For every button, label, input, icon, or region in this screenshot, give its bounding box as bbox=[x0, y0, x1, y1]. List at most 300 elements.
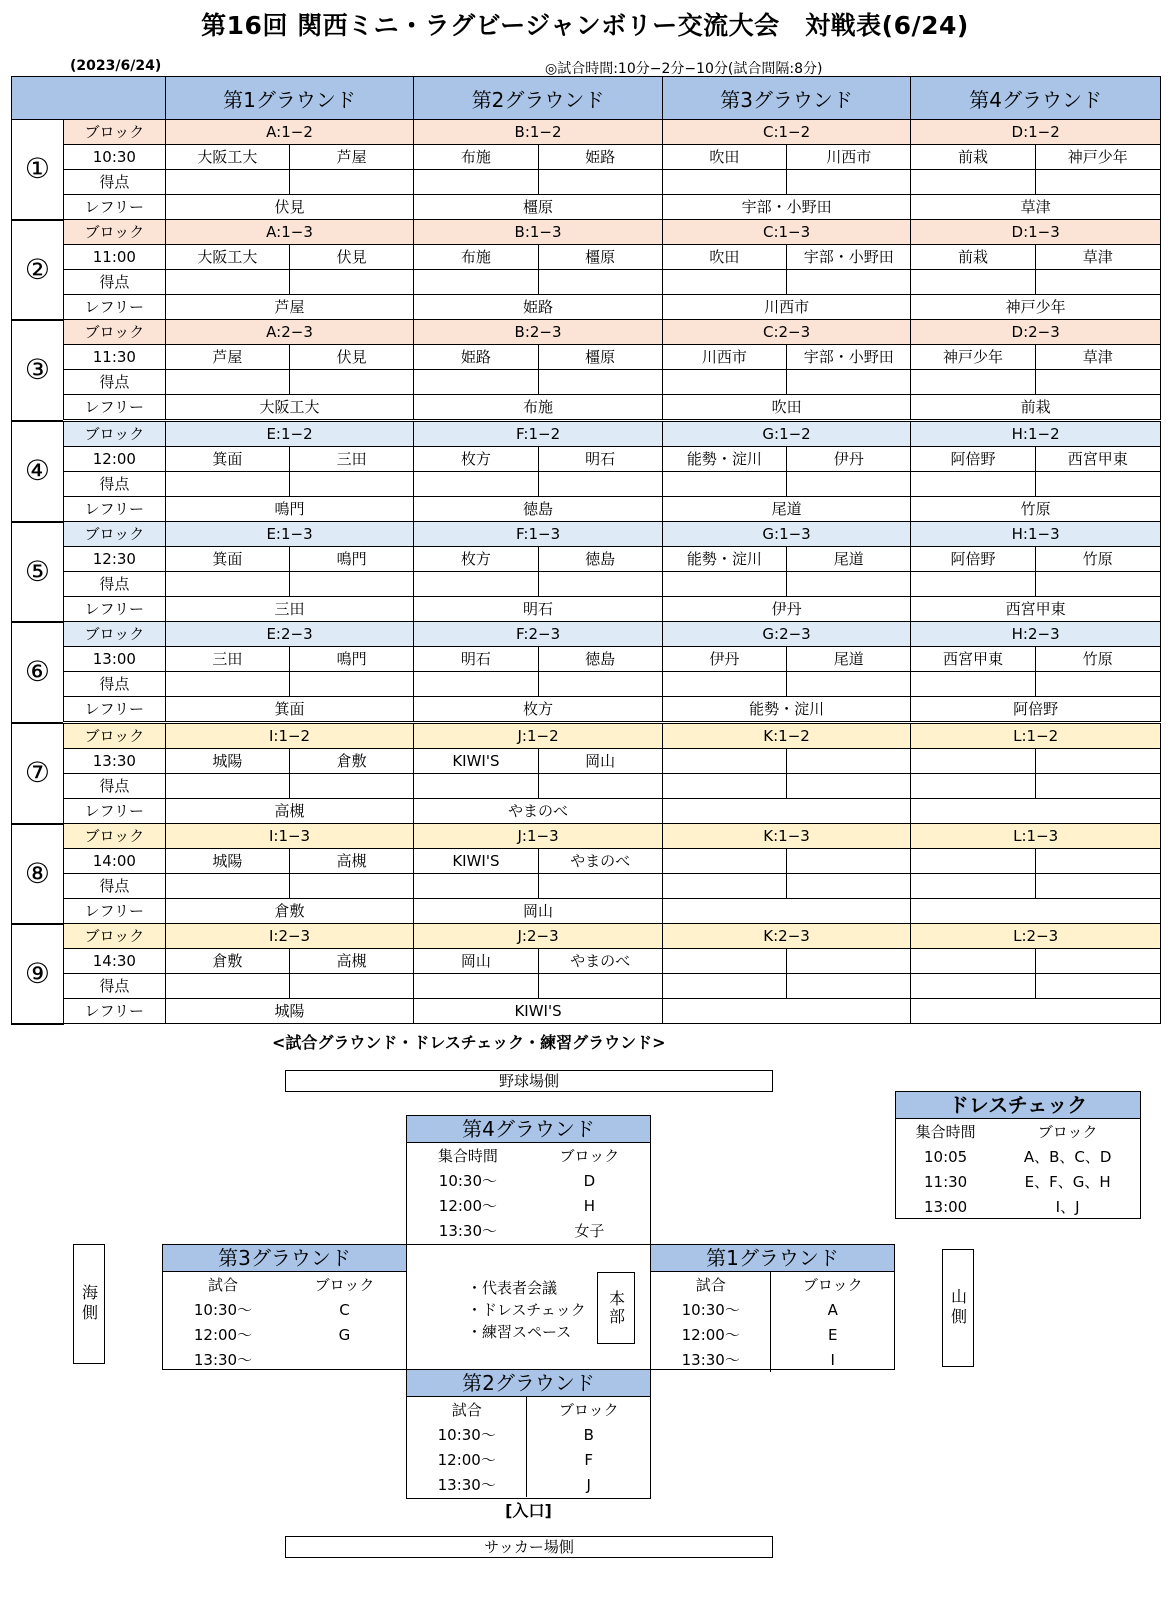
block-label: ブロック bbox=[63, 522, 165, 547]
team-cell: 伏見 bbox=[290, 345, 414, 370]
score-cell bbox=[787, 874, 911, 899]
center-area bbox=[406, 1244, 651, 1370]
score-cell bbox=[290, 472, 414, 497]
team-cell: 明石 bbox=[538, 447, 662, 472]
match-row bbox=[12, 145, 1161, 170]
match-row bbox=[12, 547, 1161, 572]
team-cell bbox=[787, 949, 911, 974]
block-row bbox=[12, 220, 1161, 245]
score-label: 得点 bbox=[63, 572, 165, 597]
center-item: ・代表者会議 bbox=[467, 1279, 558, 1297]
score-label: 得点 bbox=[63, 370, 165, 395]
ground4-title: 第4グラウンド bbox=[407, 1116, 650, 1143]
team-cell: 鳴門 bbox=[290, 647, 414, 672]
score-cell bbox=[414, 672, 538, 697]
ground3-header: 試合 bbox=[207, 1276, 238, 1294]
referee-label: レフリー bbox=[63, 597, 165, 622]
ground2-cell: B bbox=[527, 1422, 650, 1447]
team-cell: 竹原 bbox=[1035, 547, 1160, 572]
referee-cell: 竹原 bbox=[911, 497, 1161, 522]
block-label: ブロック bbox=[63, 723, 165, 749]
dress-check-box bbox=[895, 1091, 1141, 1219]
score-cell bbox=[662, 270, 786, 295]
block-cell: A:1−2 bbox=[165, 120, 414, 145]
score-cell bbox=[1035, 370, 1160, 395]
block-cell: L:1−2 bbox=[911, 723, 1161, 749]
team-cell: 大阪工大 bbox=[165, 245, 289, 270]
team-cell bbox=[662, 749, 786, 774]
team-cell: 草津 bbox=[1035, 345, 1160, 370]
block-cell: E:2−3 bbox=[165, 622, 414, 647]
dress-check-cell: A、B、C、D bbox=[1023, 1148, 1112, 1166]
score-cell bbox=[1035, 974, 1160, 999]
team-cell: 高槻 bbox=[290, 949, 414, 974]
referee-cell bbox=[662, 799, 911, 824]
team-cell bbox=[911, 949, 1035, 974]
block-cell: E:1−3 bbox=[165, 522, 414, 547]
referee-cell bbox=[911, 899, 1161, 924]
referee-row bbox=[12, 697, 1161, 723]
referee-cell: 西宮甲東 bbox=[911, 597, 1161, 622]
ground3-title: 第3グラウンド bbox=[163, 1245, 406, 1272]
match-row bbox=[12, 447, 1161, 472]
ground4-cell: 13:30〜 bbox=[438, 1222, 498, 1240]
ground1-box bbox=[650, 1244, 895, 1370]
block-row bbox=[12, 320, 1161, 345]
ground-header: 第4グラウンド bbox=[911, 77, 1161, 120]
score-cell bbox=[165, 370, 289, 395]
team-cell bbox=[1035, 849, 1160, 874]
block-row bbox=[12, 522, 1161, 547]
block-row bbox=[12, 924, 1161, 949]
ground3-cell: 10:30〜 bbox=[193, 1301, 253, 1319]
score-cell bbox=[538, 672, 662, 697]
ground2-header: ブロック bbox=[527, 1397, 650, 1422]
block-label: ブロック bbox=[63, 824, 165, 849]
match-time: 10:30 bbox=[63, 145, 165, 170]
team-cell: 伊丹 bbox=[787, 447, 911, 472]
score-row bbox=[12, 270, 1161, 295]
ground1-cell: E bbox=[771, 1322, 894, 1347]
block-cell: J:2−3 bbox=[414, 924, 663, 949]
score-cell bbox=[911, 370, 1035, 395]
referee-cell: 前栽 bbox=[911, 395, 1161, 421]
score-cell bbox=[1035, 170, 1160, 195]
block-cell: I:1−3 bbox=[165, 824, 414, 849]
block-cell: D:2−3 bbox=[911, 320, 1161, 345]
team-cell: KIWI'S bbox=[414, 849, 538, 874]
ground1-table bbox=[651, 1272, 894, 1372]
block-row bbox=[12, 421, 1161, 447]
score-cell bbox=[290, 270, 414, 295]
team-cell: 伊丹 bbox=[662, 647, 786, 672]
score-cell bbox=[1035, 874, 1160, 899]
referee-label: レフリー bbox=[63, 899, 165, 924]
ground3-cell: G bbox=[338, 1325, 351, 1344]
ground-header-row bbox=[12, 77, 1161, 120]
score-label: 得点 bbox=[63, 672, 165, 697]
score-cell bbox=[1035, 270, 1160, 295]
score-cell bbox=[414, 572, 538, 597]
match-row bbox=[12, 245, 1161, 270]
team-cell: 三田 bbox=[290, 447, 414, 472]
entrance-label: [入口] bbox=[505, 1501, 552, 1520]
team-cell: 倉敷 bbox=[290, 749, 414, 774]
referee-row bbox=[12, 395, 1161, 421]
score-cell bbox=[538, 270, 662, 295]
team-cell bbox=[787, 749, 911, 774]
ground-header: 第2グラウンド bbox=[414, 77, 663, 120]
team-cell: 西宮甲東 bbox=[911, 647, 1035, 672]
score-cell bbox=[538, 974, 662, 999]
score-cell bbox=[165, 774, 289, 799]
ground3-table bbox=[163, 1272, 406, 1372]
team-cell: KIWI'S bbox=[414, 749, 538, 774]
team-cell: 伏見 bbox=[290, 245, 414, 270]
block-cell: F:1−3 bbox=[414, 522, 663, 547]
score-label: 得点 bbox=[63, 874, 165, 899]
referee-cell: 吹田 bbox=[662, 395, 911, 421]
match-row bbox=[12, 345, 1161, 370]
block-cell: E:1−2 bbox=[165, 421, 414, 447]
ground1-cell: 13:30〜 bbox=[681, 1351, 740, 1369]
score-cell bbox=[165, 672, 289, 697]
team-cell: 城陽 bbox=[165, 849, 289, 874]
ground4-table bbox=[407, 1143, 650, 1243]
score-cell bbox=[787, 572, 911, 597]
team-cell bbox=[1035, 949, 1160, 974]
ground3-box bbox=[162, 1244, 407, 1370]
referee-label: レフリー bbox=[63, 697, 165, 723]
team-cell: 鳴門 bbox=[290, 547, 414, 572]
ground-header: 第3グラウンド bbox=[662, 77, 911, 120]
score-cell bbox=[662, 572, 786, 597]
ground3-cell bbox=[283, 1347, 406, 1372]
score-cell bbox=[787, 472, 911, 497]
referee-row bbox=[12, 497, 1161, 522]
center-item: ・練習スペース bbox=[467, 1323, 572, 1341]
referee-cell: 布施 bbox=[414, 395, 663, 421]
round-number: ④ bbox=[12, 421, 64, 522]
ground2-cell: 10:30〜 bbox=[437, 1426, 496, 1444]
dress-check-table bbox=[896, 1119, 1140, 1219]
ground2-title: 第2グラウンド bbox=[407, 1370, 650, 1397]
match-time: 12:30 bbox=[63, 547, 165, 572]
block-cell: I:1−2 bbox=[165, 723, 414, 749]
score-cell bbox=[165, 472, 289, 497]
score-cell bbox=[414, 270, 538, 295]
block-cell: K:2−3 bbox=[662, 924, 911, 949]
referee-label: レフリー bbox=[63, 295, 165, 320]
score-cell bbox=[787, 170, 911, 195]
team-cell: 橿原 bbox=[538, 345, 662, 370]
block-cell: L:1−3 bbox=[911, 824, 1161, 849]
team-cell bbox=[911, 749, 1035, 774]
schedule-table bbox=[11, 76, 1161, 1025]
team-cell: 岡山 bbox=[414, 949, 538, 974]
block-cell: F:2−3 bbox=[414, 622, 663, 647]
round-number: ⑦ bbox=[12, 723, 64, 824]
referee-cell: 徳島 bbox=[414, 497, 663, 522]
ground1-title: 第1グラウンド bbox=[651, 1245, 894, 1272]
block-cell: B:1−3 bbox=[414, 220, 663, 245]
referee-cell: 神戸少年 bbox=[911, 295, 1161, 320]
score-cell bbox=[414, 774, 538, 799]
referee-cell: 大阪工大 bbox=[165, 395, 414, 421]
score-cell bbox=[538, 572, 662, 597]
score-cell bbox=[911, 774, 1035, 799]
ground1-header: ブロック bbox=[771, 1272, 894, 1297]
ground4-cell: H bbox=[583, 1196, 596, 1215]
score-cell bbox=[290, 370, 414, 395]
headquarters-label: 本部 bbox=[597, 1272, 635, 1344]
block-cell: J:1−2 bbox=[414, 723, 663, 749]
round-number: ⑤ bbox=[12, 522, 64, 622]
team-cell bbox=[1035, 749, 1160, 774]
score-row bbox=[12, 774, 1161, 799]
team-cell: 能勢・淀川 bbox=[662, 547, 786, 572]
block-cell: G:1−2 bbox=[662, 421, 911, 447]
score-cell bbox=[662, 472, 786, 497]
score-row bbox=[12, 170, 1161, 195]
team-cell bbox=[911, 849, 1035, 874]
block-cell: B:2−3 bbox=[414, 320, 663, 345]
mountain-side-label: 山側 bbox=[942, 1249, 974, 1367]
referee-cell: 三田 bbox=[165, 597, 414, 622]
score-cell bbox=[911, 974, 1035, 999]
block-cell: H:1−3 bbox=[911, 522, 1161, 547]
match-time: 14:00 bbox=[63, 849, 165, 874]
score-label: 得点 bbox=[63, 472, 165, 497]
team-cell: 能勢・淀川 bbox=[662, 447, 786, 472]
team-cell: 徳島 bbox=[538, 647, 662, 672]
block-label: ブロック bbox=[63, 320, 165, 345]
team-cell: 西宮甲東 bbox=[1035, 447, 1160, 472]
ground2-cell: 13:30〜 bbox=[437, 1476, 496, 1494]
team-cell: 布施 bbox=[414, 245, 538, 270]
referee-label: レフリー bbox=[63, 799, 165, 824]
score-row bbox=[12, 370, 1161, 395]
team-cell: 神戸少年 bbox=[911, 345, 1035, 370]
dress-check-title: ドレスチェック bbox=[896, 1092, 1140, 1119]
referee-cell: 能勢・淀川 bbox=[662, 697, 911, 723]
team-cell: 岡山 bbox=[538, 749, 662, 774]
match-time: 12:00 bbox=[63, 447, 165, 472]
score-cell bbox=[662, 774, 786, 799]
score-cell bbox=[165, 270, 289, 295]
score-label: 得点 bbox=[63, 270, 165, 295]
referee-cell: 姫路 bbox=[414, 295, 663, 320]
referee-cell: 枚方 bbox=[414, 697, 663, 723]
referee-cell bbox=[662, 999, 911, 1024]
referee-cell bbox=[662, 899, 911, 924]
score-cell bbox=[538, 170, 662, 195]
block-row bbox=[12, 622, 1161, 647]
score-label: 得点 bbox=[63, 974, 165, 999]
ground4-header: ブロック bbox=[559, 1147, 620, 1165]
block-label: ブロック bbox=[63, 120, 165, 145]
referee-label: レフリー bbox=[63, 395, 165, 421]
team-cell: やまのべ bbox=[538, 949, 662, 974]
team-cell: 橿原 bbox=[538, 245, 662, 270]
score-cell bbox=[662, 170, 786, 195]
sea-side-label: 海側 bbox=[73, 1244, 105, 1364]
ground2-table bbox=[407, 1397, 650, 1497]
referee-cell bbox=[911, 999, 1161, 1024]
score-cell bbox=[538, 472, 662, 497]
dress-check-cell: I、J bbox=[1055, 1198, 1080, 1216]
match-row bbox=[12, 647, 1161, 672]
match-time: 13:00 bbox=[63, 647, 165, 672]
score-cell bbox=[787, 370, 911, 395]
referee-cell: 伏見 bbox=[165, 195, 414, 220]
referee-cell: 宇部・小野田 bbox=[662, 195, 911, 220]
score-cell bbox=[290, 874, 414, 899]
block-row bbox=[12, 120, 1161, 145]
referee-cell: KIWI'S bbox=[414, 999, 663, 1024]
score-cell bbox=[414, 874, 538, 899]
score-cell bbox=[787, 672, 911, 697]
round-number: ② bbox=[12, 220, 64, 320]
team-cell: 箕面 bbox=[165, 547, 289, 572]
block-cell: C:2−3 bbox=[662, 320, 911, 345]
team-cell bbox=[662, 849, 786, 874]
team-cell: 前栽 bbox=[911, 245, 1035, 270]
score-row bbox=[12, 974, 1161, 999]
team-cell: 徳島 bbox=[538, 547, 662, 572]
score-label: 得点 bbox=[63, 170, 165, 195]
block-cell: D:1−3 bbox=[911, 220, 1161, 245]
block-label: ブロック bbox=[63, 622, 165, 647]
team-cell: 前栽 bbox=[911, 145, 1035, 170]
team-cell bbox=[787, 849, 911, 874]
ground3-cell: 13:30〜 bbox=[193, 1351, 253, 1369]
score-row bbox=[12, 572, 1161, 597]
round-number: ③ bbox=[12, 320, 64, 421]
soccer-field-side: サッカー場側 bbox=[285, 1536, 773, 1558]
block-cell: A:2−3 bbox=[165, 320, 414, 345]
team-cell: 姫路 bbox=[414, 345, 538, 370]
team-cell: 枚方 bbox=[414, 547, 538, 572]
block-cell: L:2−3 bbox=[911, 924, 1161, 949]
ground2-box bbox=[406, 1369, 651, 1499]
score-cell bbox=[911, 270, 1035, 295]
block-label: ブロック bbox=[63, 924, 165, 949]
score-cell bbox=[290, 572, 414, 597]
score-cell bbox=[911, 472, 1035, 497]
score-cell bbox=[165, 974, 289, 999]
score-row bbox=[12, 472, 1161, 497]
block-row bbox=[12, 824, 1161, 849]
ground4-cell: 12:00〜 bbox=[438, 1197, 498, 1215]
dress-check-cell: 11:30 bbox=[923, 1172, 968, 1191]
team-cell: 阿倍野 bbox=[911, 447, 1035, 472]
team-cell: 尾道 bbox=[787, 547, 911, 572]
referee-cell: 倉敷 bbox=[165, 899, 414, 924]
referee-cell: 尾道 bbox=[662, 497, 911, 522]
score-row bbox=[12, 874, 1161, 899]
team-cell: 明石 bbox=[414, 647, 538, 672]
referee-cell: 箕面 bbox=[165, 697, 414, 723]
score-cell bbox=[662, 874, 786, 899]
referee-cell: 高槻 bbox=[165, 799, 414, 824]
round-number: ① bbox=[12, 120, 64, 220]
block-cell: B:1−2 bbox=[414, 120, 663, 145]
block-cell: I:2−3 bbox=[165, 924, 414, 949]
block-cell: G:1−3 bbox=[662, 522, 911, 547]
referee-cell: やまのべ bbox=[414, 799, 663, 824]
score-cell bbox=[1035, 774, 1160, 799]
score-cell bbox=[662, 974, 786, 999]
block-cell: C:1−3 bbox=[662, 220, 911, 245]
score-cell bbox=[911, 170, 1035, 195]
ground3-header: ブロック bbox=[314, 1276, 375, 1294]
referee-row bbox=[12, 295, 1161, 320]
score-cell bbox=[290, 774, 414, 799]
referee-cell: 橿原 bbox=[414, 195, 663, 220]
block-cell: H:2−3 bbox=[911, 622, 1161, 647]
ground1-header: 試合 bbox=[695, 1276, 726, 1294]
block-cell: D:1−2 bbox=[911, 120, 1161, 145]
dress-check-cell: E、F、G、H bbox=[1024, 1173, 1111, 1191]
score-cell bbox=[165, 874, 289, 899]
block-cell: G:2−3 bbox=[662, 622, 911, 647]
referee-cell: 伊丹 bbox=[662, 597, 911, 622]
score-cell bbox=[911, 672, 1035, 697]
team-cell: 枚方 bbox=[414, 447, 538, 472]
ground1-cell: 10:30〜 bbox=[681, 1301, 740, 1319]
referee-cell: 川西市 bbox=[662, 295, 911, 320]
team-cell: 三田 bbox=[165, 647, 289, 672]
team-cell: 草津 bbox=[1035, 245, 1160, 270]
team-cell: 吹田 bbox=[662, 245, 786, 270]
team-cell: 神戸少年 bbox=[1035, 145, 1160, 170]
team-cell: やまのべ bbox=[538, 849, 662, 874]
round-number: ⑨ bbox=[12, 924, 64, 1024]
score-cell bbox=[165, 572, 289, 597]
referee-label: レフリー bbox=[63, 195, 165, 220]
referee-row bbox=[12, 597, 1161, 622]
score-row bbox=[12, 672, 1161, 697]
team-cell bbox=[662, 949, 786, 974]
score-cell bbox=[787, 974, 911, 999]
team-cell: 宇部・小野田 bbox=[787, 345, 911, 370]
score-cell bbox=[1035, 672, 1160, 697]
ground1-cell: I bbox=[771, 1347, 894, 1372]
match-time: 11:30 bbox=[63, 345, 165, 370]
round-number: ⑥ bbox=[12, 622, 64, 723]
team-cell: 城陽 bbox=[165, 749, 289, 774]
block-row bbox=[12, 723, 1161, 749]
dress-check-cell: 10:05 bbox=[923, 1147, 968, 1166]
score-cell bbox=[290, 974, 414, 999]
ground2-header: 試合 bbox=[451, 1401, 482, 1419]
score-cell bbox=[662, 672, 786, 697]
ground4-cell: 10:30〜 bbox=[438, 1172, 498, 1190]
match-time: 13:30 bbox=[63, 749, 165, 774]
team-cell: 阿倍野 bbox=[911, 547, 1035, 572]
match-row bbox=[12, 949, 1161, 974]
dress-check-cell: 13:00 bbox=[923, 1197, 968, 1216]
match-time: 14:30 bbox=[63, 949, 165, 974]
team-cell: 竹原 bbox=[1035, 647, 1160, 672]
score-cell bbox=[414, 170, 538, 195]
referee-cell: 芦屋 bbox=[165, 295, 414, 320]
map-title: <試合グラウンド・ドレスチェック・練習グラウンド> bbox=[272, 1033, 666, 1052]
score-cell bbox=[165, 170, 289, 195]
baseball-field-side: 野球場側 bbox=[285, 1070, 773, 1092]
ground2-cell: J bbox=[527, 1472, 650, 1497]
